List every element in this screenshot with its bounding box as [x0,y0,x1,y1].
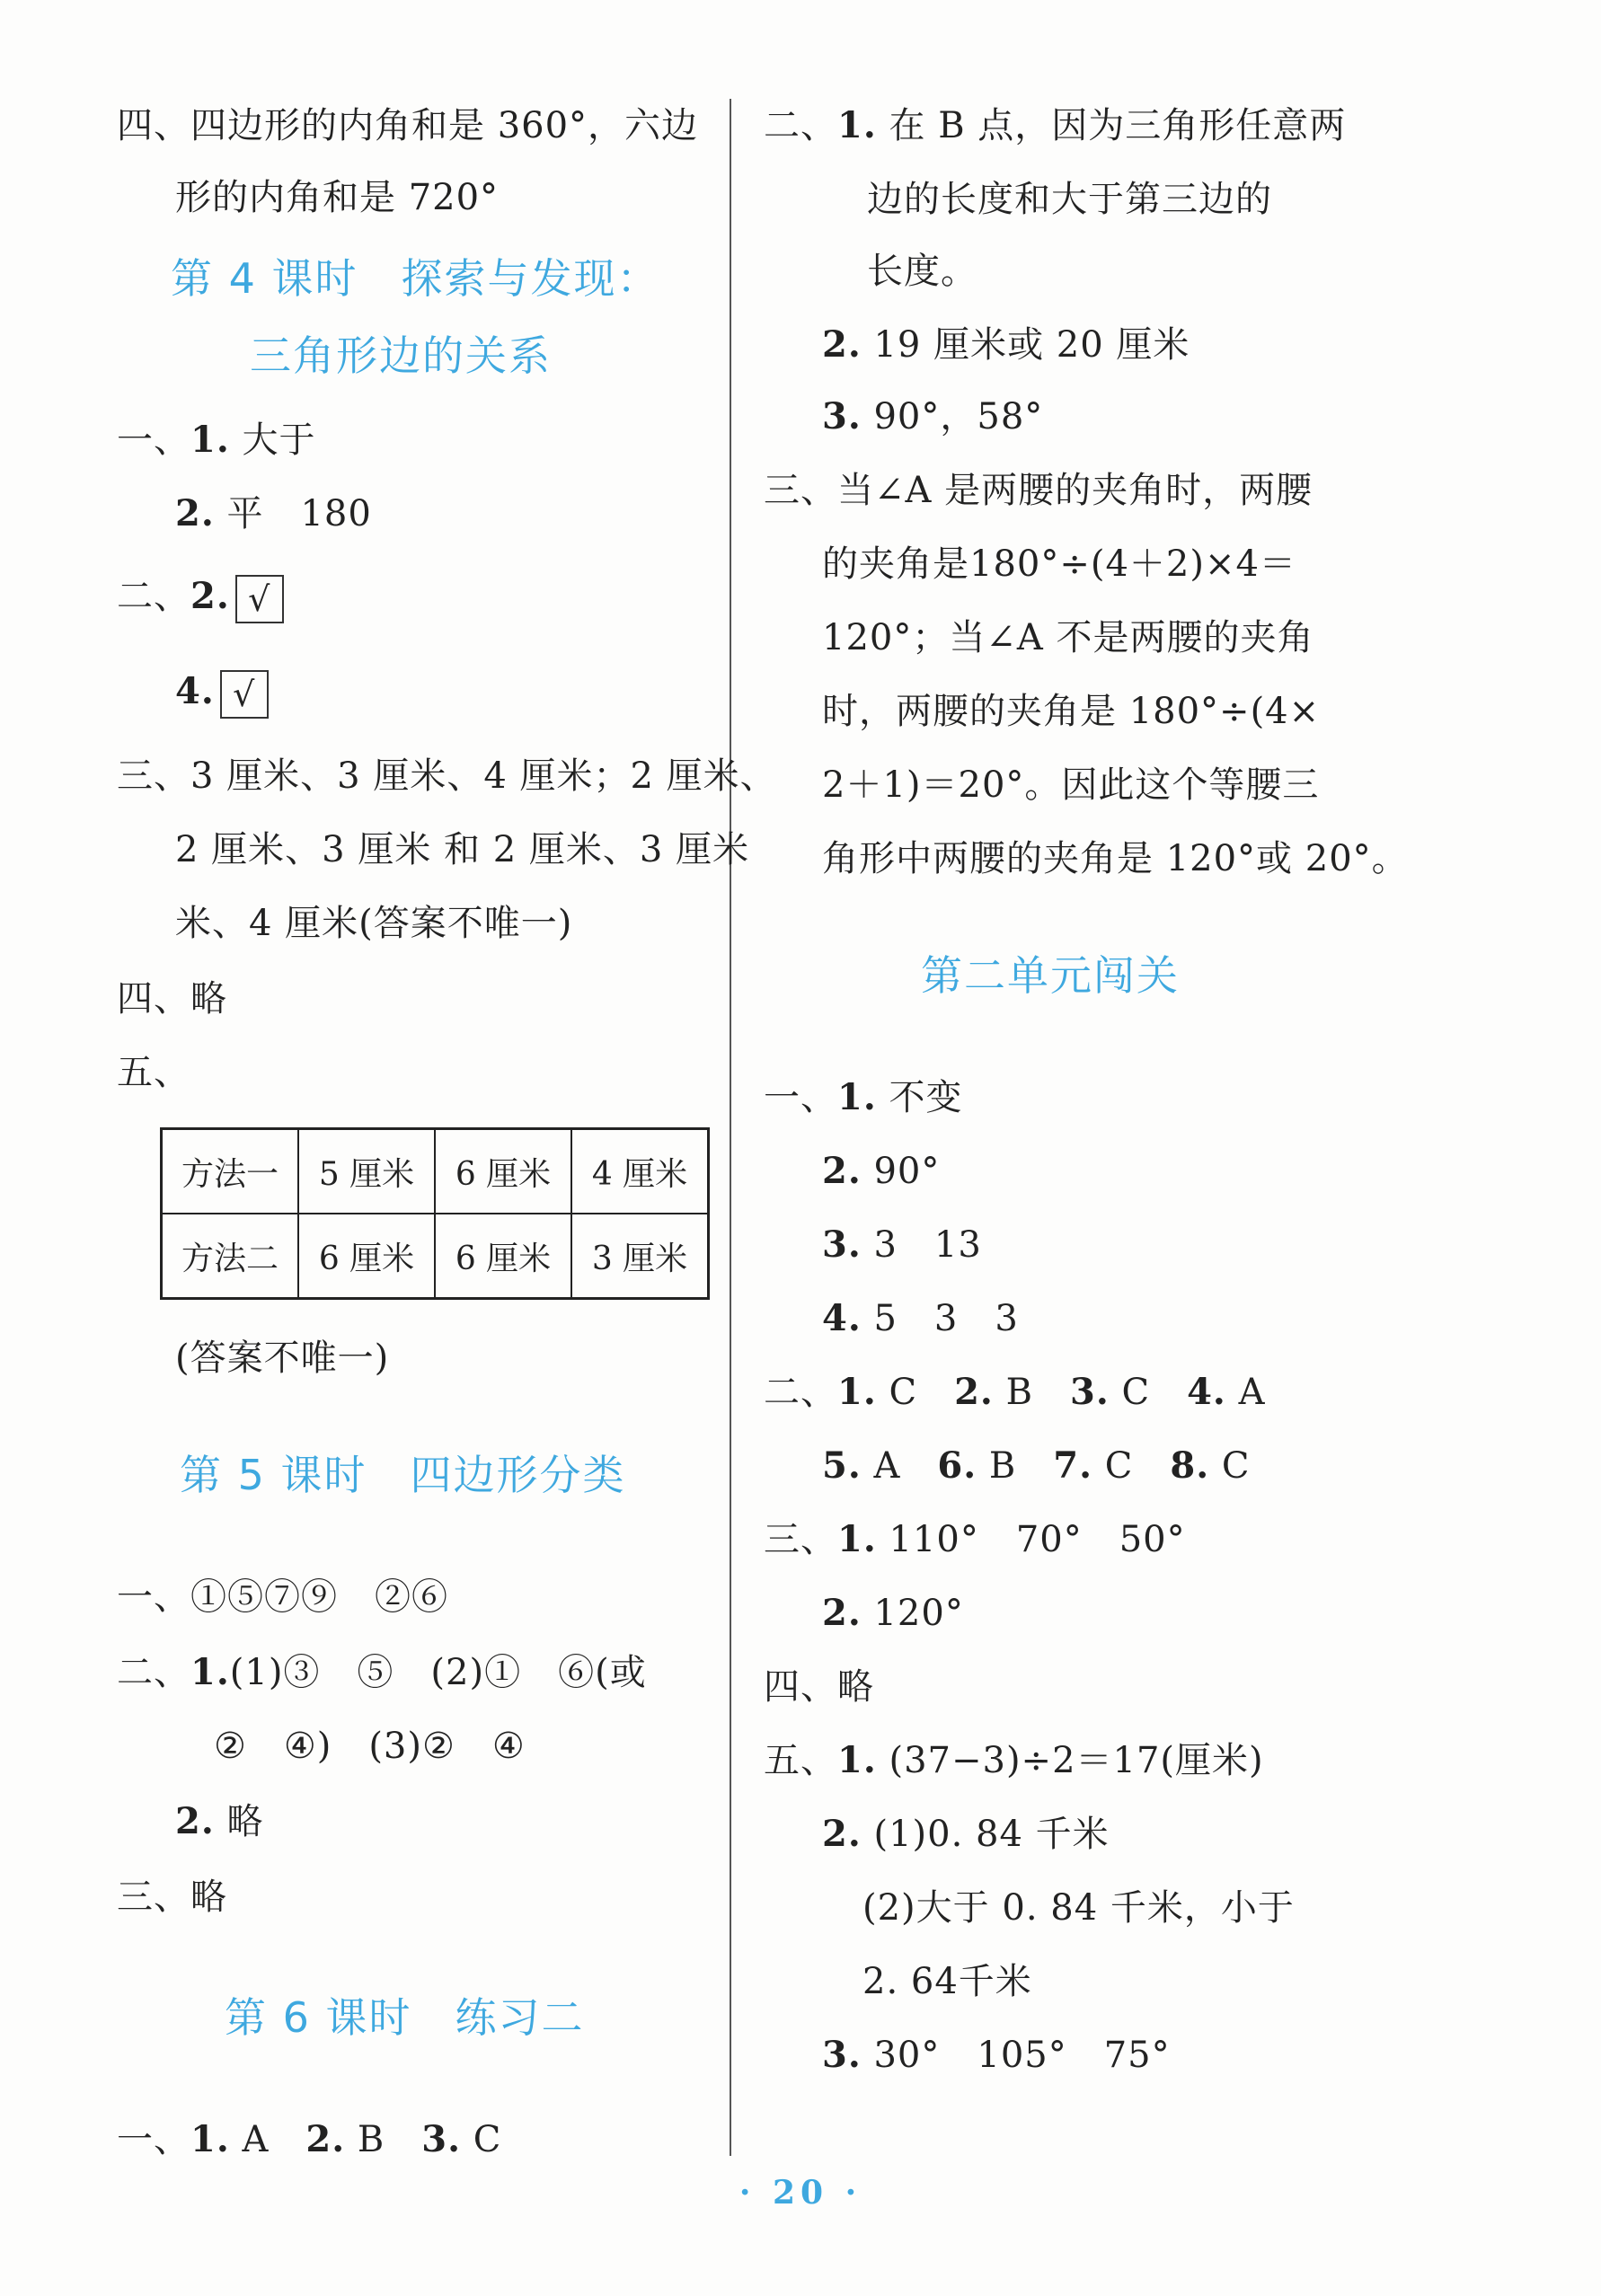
u1-3-text: 3 13 [873,1224,982,1266]
u1-prefix: 一、 [764,1077,837,1118]
l6-q3-ans: C [473,2119,502,2160]
u2-ans: C [1104,1445,1134,1487]
section-4-line1: 四、四边形的内角和是 360°，六边 [117,105,699,146]
l5-q1: 一、①⑤⑦⑨ ②⑥ [117,1576,448,1618]
u3-1 [764,1516,1186,1563]
u1-3-num: 3. [822,1223,862,1266]
u3-2-num: 2. [822,1592,862,1634]
u5-1 [764,1737,1264,1784]
l6-q1-num: 1. [190,2118,230,2160]
r2-1-line1 [764,102,1346,149]
u1-4-num: 4. [822,1297,862,1339]
l6-q3-num: 3. [421,2118,462,2160]
table-note: (答案不唯一) [175,1338,390,1379]
q2-2-num: 2. [190,575,230,617]
u2-row1 [764,1369,1265,1416]
table-cell: 3 厘米 [571,1214,709,1299]
r2-1-num: 1. [837,104,877,146]
r3-line2: 的夹角是180°÷(4＋2)×4＝ [822,543,1296,585]
lesson-4-subheading: 三角形边的关系 [250,331,552,380]
l6-q2-ans: B [357,2119,385,2160]
l5-q2-1-num: 1. [190,1651,230,1693]
r2-1-line3: 长度。 [867,251,977,292]
r3-line3: 120°；当∠A 不是两腰的夹角 [822,617,1314,658]
table-cell: 方法一 [162,1129,299,1214]
q3-line2: 2 厘米、3 厘米 和 2 厘米、3 厘米 [175,829,750,870]
u2-ans: B [988,1445,1017,1487]
u2-ans: C [1121,1372,1151,1413]
r2-prefix: 二、 [764,105,837,146]
r2-3 [822,393,1043,440]
check-mark-box: √ [220,670,269,719]
u1-2-num: 2. [822,1150,862,1192]
l5-q2-prefix: 二、 [117,1652,190,1693]
r2-2-num: 2. [822,323,862,366]
r2-2 [822,322,1190,368]
page-number [0,2174,1601,2212]
r3-line1: 三、当∠A 是两腰的夹角时，两腰 [764,470,1314,511]
lesson-6-heading: 第 6 课时 练习二 [225,1993,585,2042]
u1-1-num: 1. [837,1076,877,1118]
u2-num: 2. [954,1371,994,1413]
u3-1-num: 1. [837,1518,877,1560]
q2-4-num: 4. [175,670,215,712]
l6-q1 [117,2116,501,2163]
q1-prefix: 一、 [117,419,190,461]
u1-2 [822,1148,940,1195]
l6-q1-prefix: 一、 [117,2119,190,2160]
q1-2 [175,490,372,537]
check-mark-box: √ [235,575,284,623]
u2-ans: B [1005,1372,1033,1413]
q2-prefix: 二、 [117,576,190,617]
u2-num: 7. [1053,1444,1093,1487]
u2-num: 1. [837,1371,877,1413]
l5-q2-2 [175,1798,263,1845]
u3-2 [822,1590,964,1637]
q1-1 [117,417,315,464]
page-dot: · [739,2174,756,2212]
q3-line3: 米、4 厘米(答案不唯一) [175,903,573,944]
q2-4 [175,668,269,719]
u5-2-line3: 2. 64千米 [862,1961,1032,2002]
column-divider [730,99,731,2156]
u4: 四、略 [764,1666,874,1708]
u1-2-text: 90° [873,1151,941,1192]
answer-table [160,1127,710,1300]
table-cell: 6 厘米 [298,1214,435,1299]
left-column [0,0,777,2296]
page-number-text: 20 [772,2174,829,2212]
l5-q3: 三、略 [117,1877,227,1918]
table-row [162,1214,709,1299]
r3-line5: 2＋1)＝20°。因此这个等腰三 [822,764,1320,806]
r2-3-text: 90°，58° [873,396,1044,437]
r2-3-num: 3. [822,395,862,437]
q2-2 [117,573,284,623]
u5-1-num: 1. [837,1739,877,1781]
u2-ans: C [1221,1445,1251,1487]
table-cell: 6 厘米 [435,1129,571,1214]
u3-prefix: 三、 [764,1519,837,1560]
page-dot: · [845,2174,862,2212]
l5-q2-2-text: 略 [226,1801,264,1842]
u2-prefix: 二、 [764,1372,837,1413]
u1-1 [764,1074,962,1121]
u2-num: 5. [822,1444,862,1487]
l6-q1-ans: A [242,2119,270,2160]
u2-ans: A [873,1445,901,1487]
q5: 五、 [117,1052,190,1093]
u1-3 [822,1222,982,1268]
table-cell: 4 厘米 [571,1129,709,1214]
r3-line4: 时，两腰的夹角是 180°÷(4× [822,691,1321,732]
r2-1-line2: 边的长度和大于第三边的 [867,179,1272,220]
u5-2-text: (1)0. 84 千米 [873,1814,1110,1855]
u5-2-line2: (2)大于 0. 84 千米，小于 [862,1887,1295,1929]
l5-q2-2-num: 2. [175,1800,215,1842]
u2-ans: A [1238,1372,1266,1413]
r3-line6: 角形中两腰的夹角是 120°或 20°。 [822,838,1409,879]
table-row [162,1129,709,1214]
u5-1-text: (37−3)÷2＝17(厘米) [889,1740,1264,1781]
table-cell: 方法二 [162,1214,299,1299]
u1-1-text: 不变 [889,1077,963,1118]
section-4-line2: 形的内角和是 720° [175,177,500,218]
l5-q2-1-text: (1)③ ⑤ (2)① ⑥(或 [229,1652,647,1693]
u1-4-text: 5 3 3 [873,1298,1019,1339]
u2-num: 6. [937,1444,977,1487]
q1-2-num: 2. [175,492,215,534]
u2-num: 4. [1187,1371,1226,1413]
lesson-5-heading: 第 5 课时 四边形分类 [180,1451,626,1499]
right-column [764,0,1601,2296]
u3-1-text: 110° 70° 50° [889,1519,1186,1560]
u2-row2 [822,1443,1250,1489]
l6-q2-num: 2. [305,2118,346,2160]
u5-2-num: 2. [822,1813,862,1855]
u5-3-num: 3. [822,2034,862,2076]
u2-num: 3. [1069,1371,1110,1413]
lesson-4-heading: 第 4 课时 探索与发现： [171,254,660,303]
q4: 四、略 [117,978,227,1020]
u5-2 [822,1811,1110,1858]
q1-1-text: 大于 [242,419,316,461]
l5-q2-1 [117,1649,647,1696]
table-cell: 6 厘米 [435,1214,571,1299]
table-cell: 5 厘米 [298,1129,435,1214]
l5-q2-1-line2: ② ④) (3)② ④ [214,1726,526,1767]
u2-num: 8. [1170,1444,1210,1487]
r2-2-text: 19 厘米或 20 厘米 [873,324,1190,366]
q3-line1: 三、3 厘米、3 厘米、4 厘米；2 厘米、 [117,755,777,797]
u5-3 [822,2032,1171,2079]
u5-prefix: 五、 [764,1740,837,1781]
u5-3-text: 30° 105° 75° [873,2035,1171,2076]
u1-4 [822,1295,1019,1342]
u2-ans: C [889,1372,918,1413]
u3-2-text: 120° [873,1593,964,1634]
unit-2-heading: 第二单元闯关 [921,951,1180,1000]
r2-1-text: 在 B 点，因为三角形任意两 [889,105,1347,146]
q1-2-text: 平 180 [226,493,372,534]
q1-1-num: 1. [190,419,230,461]
